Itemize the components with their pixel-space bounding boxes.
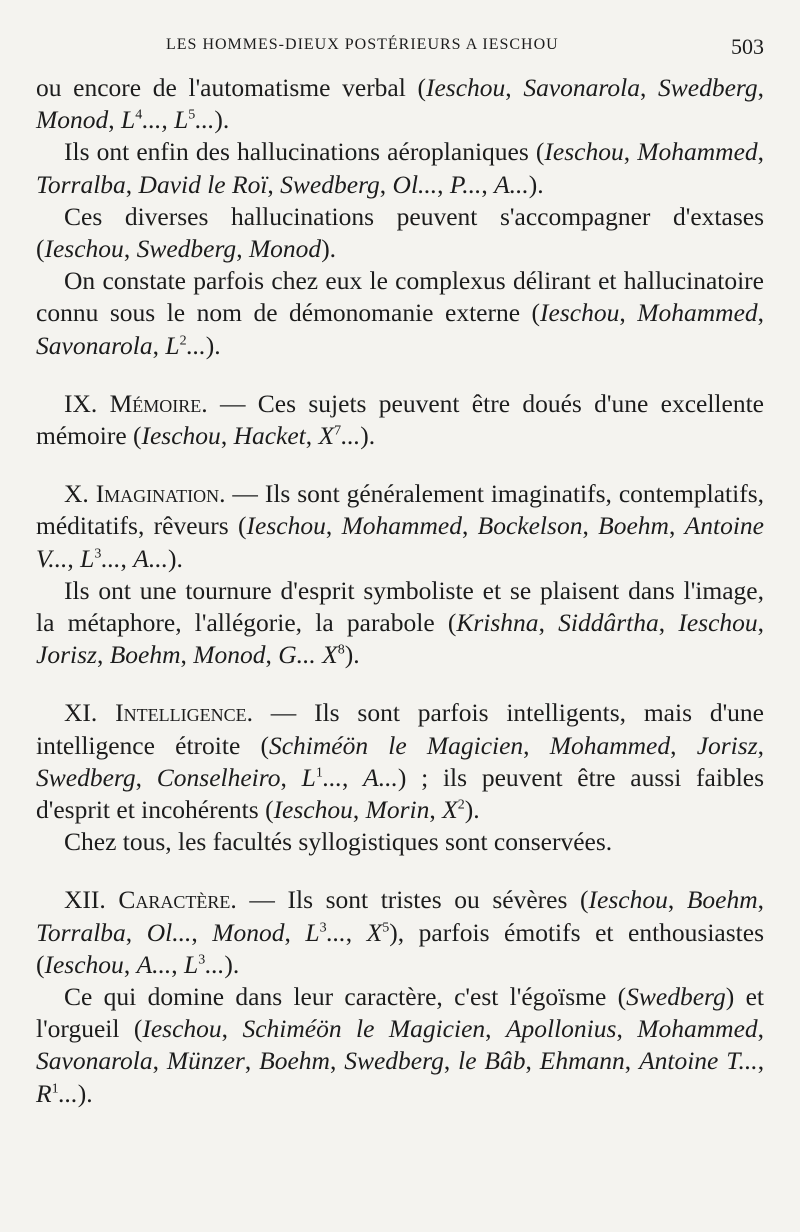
superscript: 5 (382, 920, 390, 936)
text-run: , (443, 1046, 459, 1076)
text-run: , (123, 949, 137, 979)
cited-name: L (301, 762, 316, 792)
cited-name: Ieschou (540, 298, 620, 328)
cited-name: ... (195, 105, 215, 135)
cited-name: X (366, 917, 383, 947)
text-run: ) ; ils peuvent être aussi faibles d'esprit et incohérents ( (36, 762, 765, 825)
text-run: , (757, 1014, 765, 1044)
cited-name: Swedberg (344, 1046, 444, 1076)
text-run: , (757, 885, 764, 915)
cited-name: L (305, 917, 320, 947)
cited-name: Ieschou (246, 511, 326, 541)
text-run: , (658, 608, 679, 638)
cited-name: Monod (36, 105, 109, 135)
text-run: — Ils sont tristes ou sévères ( (236, 885, 589, 915)
cited-name: A... (494, 169, 529, 199)
text-run: , (667, 885, 687, 915)
cited-name: Swedberg (626, 982, 726, 1012)
text-run: IX. (64, 388, 110, 418)
cited-name: Morin (365, 795, 430, 825)
cited-name: Savonarola (36, 330, 153, 360)
cited-name: Antoine T... (639, 1046, 758, 1076)
text-run: , (135, 762, 157, 792)
cited-name: Monod (248, 234, 322, 264)
cited-name: Ieschou (44, 949, 124, 979)
cited-name: ... (101, 543, 121, 573)
cited-name: Hacket (233, 421, 306, 451)
text-run: , (180, 640, 194, 670)
superscript: 3 (198, 952, 206, 968)
text-run: ). (360, 421, 376, 451)
text-run: , (125, 169, 139, 199)
text-run: , (267, 169, 281, 199)
text-run: , (668, 511, 685, 541)
text-run: ). (224, 949, 240, 979)
cited-name: Ieschou (544, 137, 624, 167)
cited-name: Mohammed (637, 137, 758, 167)
text-run: , (616, 1014, 638, 1044)
cited-name: Swedberg (658, 73, 758, 102)
text-run: , (284, 917, 306, 947)
cited-name: L (80, 543, 95, 573)
superscript: 1 (51, 1081, 59, 1097)
text-run: , (523, 730, 550, 760)
text-run: , (757, 730, 764, 760)
superscript: 3 (94, 546, 102, 562)
cited-name: R (36, 1078, 52, 1108)
text-run: , (757, 298, 765, 328)
text-run: Ce qui domine dans leur caractère, c'est l'égoïsme ( (64, 982, 627, 1012)
cited-name: L (121, 105, 136, 135)
text-run: — Ces sujets peuvent être doués d'une excellente mémoire ( (36, 388, 764, 451)
section-heading: Caractère. (118, 885, 237, 915)
text-run: ), parfois émotifs et enthousiastes ( (36, 917, 764, 979)
cited-name: G... X (278, 640, 338, 670)
cited-name: P... (449, 169, 482, 199)
text-run: XII. (64, 885, 119, 915)
cited-name: Ieschou (425, 73, 506, 102)
text-run: , (525, 1046, 540, 1076)
cited-name: Conselheiro (156, 762, 281, 792)
cited-name: Antoine V... (36, 511, 764, 573)
cited-name: Ieschou (273, 795, 353, 825)
section-paragraph (36, 478, 764, 575)
paragraph (36, 575, 764, 672)
paragraph (36, 136, 764, 200)
cited-name: ..., (142, 105, 175, 135)
cited-name: Ehmann (539, 1046, 625, 1076)
text-run: — Ils sont parfois intelligents, mais d'une intelligence étroite ( (36, 698, 764, 760)
cited-name: Savonarola (523, 73, 640, 102)
paragraph (36, 265, 764, 362)
text-run: X. (64, 479, 96, 509)
section-paragraph (36, 697, 764, 826)
text-run: , (171, 949, 185, 979)
cited-name: Swedberg (136, 234, 237, 264)
cited-name: Bockelson (477, 511, 583, 541)
text-run: ). (344, 640, 360, 670)
cited-name: ... (326, 917, 346, 947)
text-run: , (582, 511, 599, 541)
cited-name: Mohammed (549, 730, 671, 760)
text-run: , (345, 917, 367, 947)
text-run: , (123, 234, 137, 264)
superscript: 1 (315, 765, 323, 781)
cited-name: Jorisz (696, 730, 758, 760)
superscript: 7 (334, 423, 342, 439)
text-run: , (624, 1046, 640, 1076)
text-run: , (244, 1046, 260, 1076)
paragraph (36, 72, 764, 136)
text-run: ). (321, 234, 337, 264)
cited-name: ... (58, 1078, 78, 1108)
cited-name: X (318, 421, 335, 451)
page-number: 503 (731, 34, 764, 59)
text-run: , (757, 1046, 765, 1076)
text-run: , (236, 234, 249, 264)
text-run: , (505, 73, 524, 102)
cited-name: Boehm (109, 640, 181, 670)
cited-name: ... (322, 762, 342, 792)
text-run: Ces diverses hallucinations peuvent s'accompagner d'extases ( (36, 201, 764, 264)
text-run: , (461, 511, 478, 541)
text-run: , (757, 608, 765, 638)
text-run: , (108, 105, 121, 135)
text-run: , (352, 795, 366, 825)
cited-name: Ieschou (678, 608, 758, 638)
cited-name: Boehm (598, 511, 669, 541)
cited-name: Monod (212, 917, 285, 947)
text-run: , (220, 421, 234, 451)
cited-name: Torralba (36, 917, 126, 947)
page-body (36, 72, 764, 1110)
superscript: 2 (457, 797, 465, 813)
text-run: ou encore de l'automatisme verbal ( (36, 73, 426, 102)
section-heading: Mémoire. (109, 388, 208, 418)
cited-name: Siddârtha (558, 608, 659, 638)
running-title: LES HOMMES-DIEUX POSTÉRIEURS A IESCHOU (166, 36, 559, 53)
text-run: — Ils sont généralement imaginatifs, contemplatifs, méditatifs, rêveurs ( (36, 479, 764, 541)
section-paragraph (36, 388, 764, 452)
text-run: ). (167, 543, 183, 573)
text-run: , (305, 421, 319, 451)
text-run: , (670, 730, 697, 760)
section-heading: Imagination. (95, 479, 226, 509)
cited-name: X (442, 795, 458, 825)
superscript: 8 (337, 642, 345, 658)
cited-name: Ol... (146, 917, 192, 947)
cited-name: ... (186, 330, 206, 360)
text-run: , (67, 543, 81, 573)
text-run: , (191, 917, 213, 947)
cited-name: David le Roï (138, 169, 268, 199)
cited-name: ... (341, 421, 361, 451)
cited-name: Swedberg (36, 762, 136, 792)
text-run: ). (77, 1078, 93, 1108)
text-run: , (221, 1014, 243, 1044)
text-run: , (280, 762, 302, 792)
cited-name: Swedberg (280, 169, 380, 199)
text-run: , (96, 640, 110, 670)
section-paragraph (36, 884, 764, 981)
text-run: , (152, 1046, 167, 1076)
cited-name: Ieschou (44, 234, 124, 264)
text-run: ) et l'orgueil ( (36, 982, 764, 1044)
text-run: , (639, 73, 658, 102)
text-run: , (379, 169, 393, 199)
superscript: 4 (135, 107, 143, 123)
text-run: ). (214, 105, 230, 135)
text-run: , (341, 762, 364, 792)
paragraph (36, 201, 764, 265)
cited-name: Mohammed (637, 298, 758, 328)
text-run: , (481, 169, 495, 199)
cited-name: Ieschou (588, 885, 668, 915)
superscript: 5 (188, 107, 196, 123)
text-run: Chez tous, les facultés syllogistiques sont conservées. (64, 827, 613, 857)
text-run: Ils ont enfin des hallucinations aéroplaniques ( (64, 137, 545, 167)
cited-name: le Bâb (458, 1046, 526, 1076)
cited-name: Mohammed (341, 511, 462, 541)
text-run: Ils ont une tournure d'esprit symboliste et se plaisent dans l'image, la métaphore, l'allégorie, la parabole ( (36, 575, 764, 638)
cited-name: Jorisz (36, 640, 97, 670)
text-run: , (538, 608, 559, 638)
cited-name: Ieschou (141, 421, 221, 451)
cited-name: L (165, 330, 180, 360)
running-head (36, 34, 764, 64)
cited-name: A... (136, 949, 172, 979)
text-run: On constate parfois chez eux le complexus délirant et hallucinatoire connu sous le nom de démonomanie externe ( (36, 266, 764, 328)
paragraph (36, 981, 764, 1110)
text-run: , (125, 917, 147, 947)
text-run: , (437, 169, 450, 199)
cited-name: Münzer (166, 1046, 245, 1076)
text-run: , (757, 137, 765, 167)
text-run: , (757, 73, 764, 102)
text-run: , (619, 298, 638, 328)
section-heading: Intelligence. (115, 698, 253, 728)
text-run: ). (528, 169, 544, 199)
text-run: , (485, 1014, 506, 1044)
cited-name: Apollonius (505, 1014, 617, 1044)
text-run: , (429, 795, 443, 825)
text-run: , (120, 543, 134, 573)
cited-name: ... (205, 949, 225, 979)
text-run: , (152, 330, 166, 360)
cited-name: Monod (193, 640, 266, 670)
cited-name: Torralba (36, 169, 126, 199)
text-run: ). (464, 795, 480, 825)
cited-name: Ieschou (142, 1014, 222, 1044)
paragraph (36, 826, 764, 858)
cited-name: Krishna (456, 608, 539, 638)
text-run: ). (205, 330, 221, 360)
cited-name: L (174, 105, 189, 135)
cited-name: L (184, 949, 199, 979)
text-run: XI. (64, 698, 116, 728)
cited-name: A... (133, 543, 168, 573)
text-run: , (623, 137, 638, 167)
cited-name: Mohammed (637, 1014, 758, 1044)
text-run: , (265, 640, 279, 670)
cited-name: Boehm (686, 885, 758, 915)
superscript: 2 (179, 333, 187, 349)
text-run: , (329, 1046, 345, 1076)
cited-name: Schiméön le Magicien (242, 1014, 486, 1044)
cited-name: Savonarola (36, 1046, 153, 1076)
cited-name: Ol... (392, 169, 438, 199)
cited-name: Boehm (259, 1046, 330, 1076)
cited-name: A... (363, 762, 398, 792)
text-run: , (325, 511, 342, 541)
superscript: 3 (319, 920, 327, 936)
cited-name: Schiméön le Magicien (268, 730, 524, 760)
